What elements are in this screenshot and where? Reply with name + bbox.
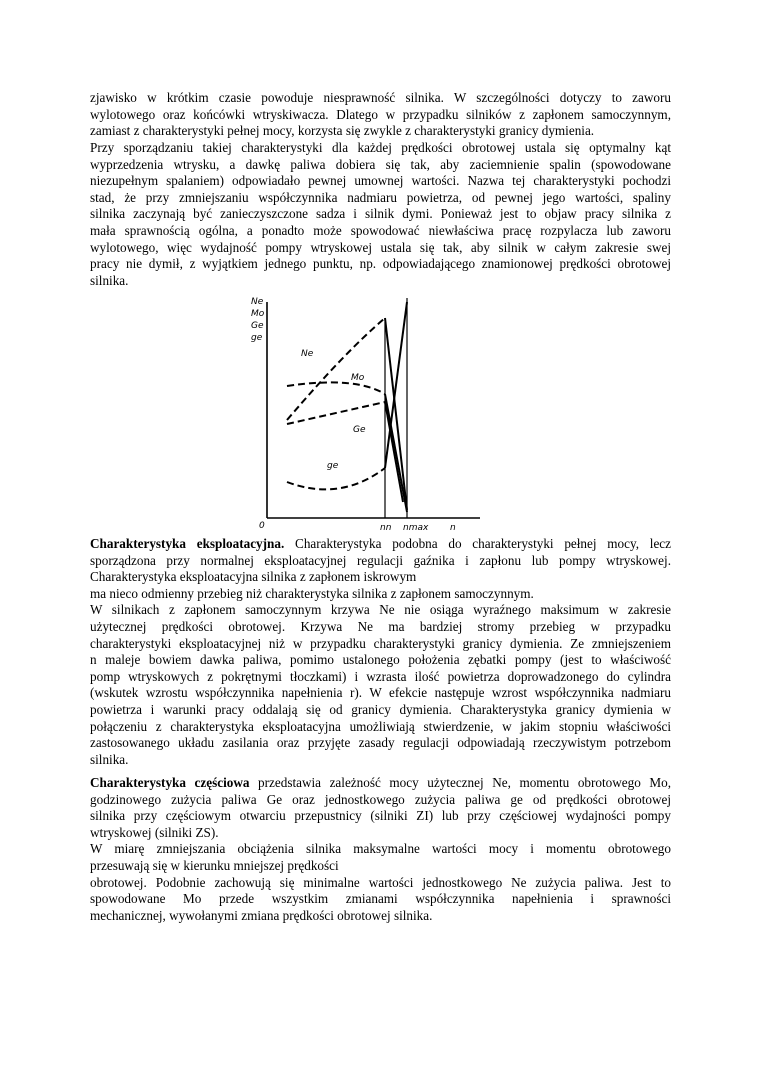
text-line: silnika.: [90, 751, 129, 767]
text-span: Charakterystyka podobna do charakterystyki pełnej mocy, lecz: [284, 536, 671, 551]
text-line: (wskutek wzrostu współczynnika napełnienia r). W efekcie następuje wzrost współczynnika nadmiaru: [90, 685, 671, 701]
text-line: W silnikach z zapłonem samoczynnym krzywa Ne nie osiąga wyraźnego maksimum w zakresie: [90, 602, 671, 618]
text-line: silnika zaczynają być zanieczyszczone sadza i silnik dymi. Ponieważ jest to objaw pracy silnika z: [90, 206, 671, 222]
text-line: Przy sporządzaniu takiej charakterystyki dla każdej prędkości obrotowej ustala się optymalny kąt: [90, 140, 671, 155]
mo-curve-dashed: [287, 382, 385, 394]
paragraph-intro: [90, 90, 671, 140]
text-line: wylotowego, więc wydajność pompy wtryskowej ustala się tak, aby silnik w całym zakresie swej: [90, 239, 671, 255]
ge-upper-curve-dashed: [287, 402, 385, 424]
text-line: obrotowej. Podobnie zachowują się minimalne wartości jednostkowego Ne zużycia paliwa. Jest to: [90, 874, 671, 890]
text-line: niezupełnym spalaniem) odpowiadało pewnej umownej wartości. Nazwa tej charakterystyki pochodzi: [90, 173, 671, 189]
text-line: godzinowego zużycia paliwa Ge oraz jednostkowego zużycia paliwa ge od prędkości obrotowej: [90, 791, 671, 807]
y-label-ge-upper: Ge: [251, 321, 264, 331]
text-line: połączeniu z charakterystyka eksploatacyjna umożliwiają stwierdzenie, w jakim stopniu właściwości: [90, 718, 671, 734]
paragraph-smoke-limit: [90, 140, 671, 289]
curve-label-ne: Ne: [301, 349, 314, 359]
text-line: silnika przy częściowym otwarciu przepustnicy (silniki ZI) lub przy częściowej wydajności pompy: [90, 808, 671, 824]
text-line: wtryskowej (silniki ZS).: [90, 824, 219, 840]
engine-characteristic-figure: [245, 292, 485, 532]
section-heading: Charakterystyka eksploatacyjna.: [90, 536, 285, 551]
text-line: powietrza i warunki pracy oddalają się od granicy dymienia. Charakterystyka granicy dymienia w: [90, 701, 671, 717]
text-line: mechanicznej, wywołanymi zmiana prędkości obrotowej silnika.: [90, 907, 433, 923]
text-line: ma nieco odmienny przebieg niż charakterystyka silnika z zapłonem samoczynnym.: [90, 585, 534, 601]
text-line: n maleje bowiem dawka paliwa, pomimo ustalonego położenia zębatki pompy (jest to właściwość: [90, 652, 671, 668]
ne-curve-dashed: [287, 318, 385, 420]
y-label-mo: Mo: [251, 309, 265, 319]
x-label-nmax: nmax: [403, 523, 429, 532]
x-label-origin: 0: [259, 521, 265, 531]
curve-label-ge-lower: ge: [327, 461, 339, 471]
text-line: charakterystyki eksploatacyjnej niż w przypadku charakterystyki granicy dymienia. Ze zmniejszeniem: [90, 635, 671, 651]
text-line: [90, 775, 671, 792]
text-line: pracy nie dymił, z wyjątkiem jednego punktu, np. odpowiadającego znamionowej prędkości obrotowej: [90, 256, 671, 272]
section-partial: [90, 775, 671, 924]
x-label-n: n: [450, 523, 456, 532]
text-line: stad, że przy zmniejszaniu współczynnika nadmiaru powietrza, od pewnej jego wartości, spaliny: [90, 189, 671, 205]
section-operational: [90, 536, 671, 768]
text-line: spowodowane Mo przede wszystkim zmianami współczynnika napełnienia i sprawności: [90, 891, 671, 907]
text-line: sporządzona przy normalnej eksploatacyjnej regulacji gaźnika i zapłonu lub pompy wtryskowej.: [90, 552, 671, 568]
y-label-ge-lower: ge: [251, 333, 263, 343]
text-line: zjawisko w krótkim czasie powoduje niesprawność silnika. W szczególności dotyczy to zaworu: [90, 90, 671, 105]
text-line: zastosowanego układu zasilania oraz przyjęte zasady regulacji odpowiadają rzeczywistym potrzebom: [90, 735, 671, 751]
x-label-nn: nn: [380, 523, 392, 532]
y-label-ne: Ne: [251, 297, 264, 307]
text-span: przedstawia zależność mocy użytecznej Ne, momentu obrotowego Mo,: [249, 775, 672, 790]
ge-lower-curve-dashed: [287, 468, 385, 489]
text-line: Charakterystyka eksploatacyjna silnika z zapłonem iskrowym: [90, 569, 417, 585]
text-line: wylotowego oraz końcówki wtryskiwacza. Dlatego w przypadku silników z zapłonem samoczynnym,: [90, 106, 671, 122]
text-line: mała sprawnością ogólna, a ponadto może spowodować niewłaściwa pracę rozpylacza lub zaworu: [90, 222, 671, 238]
text-line: silnika.: [90, 272, 129, 288]
text-line: W miarę zmniejszania obciążenia silnika maksymalne wartości mocy i momentu obrotowego: [90, 841, 671, 857]
text-line: wyprzedzenia wtrysku, a dawkę paliwa dobiera się tak, aby zaciemnienie spalin (spowodowane: [90, 156, 671, 172]
text-line: użytecznej prędkości obrotowej. Krzywa Ne ma bardziej stromy przebieg w przypadku: [90, 618, 671, 634]
curve-label-ge-upper: Ge: [353, 425, 366, 435]
ge-lower-branch: [385, 302, 407, 468]
text-line: zamiast z charakterystyki pełnej mocy, korzysta się zwykle z charakterystyki granicy dymienia.: [90, 123, 595, 139]
section-heading: Charakterystyka częściowa: [90, 775, 250, 790]
text-line: pomp wtryskowych z pokrętnymi tłoczkami) i wzrasta ilość powietrza doprowadzonego do cylindra: [90, 668, 671, 684]
text-line: [90, 536, 671, 553]
curve-label-mo: Mo: [351, 373, 365, 383]
text-line: przesuwają się w kierunku mniejszej prędkości: [90, 857, 339, 873]
